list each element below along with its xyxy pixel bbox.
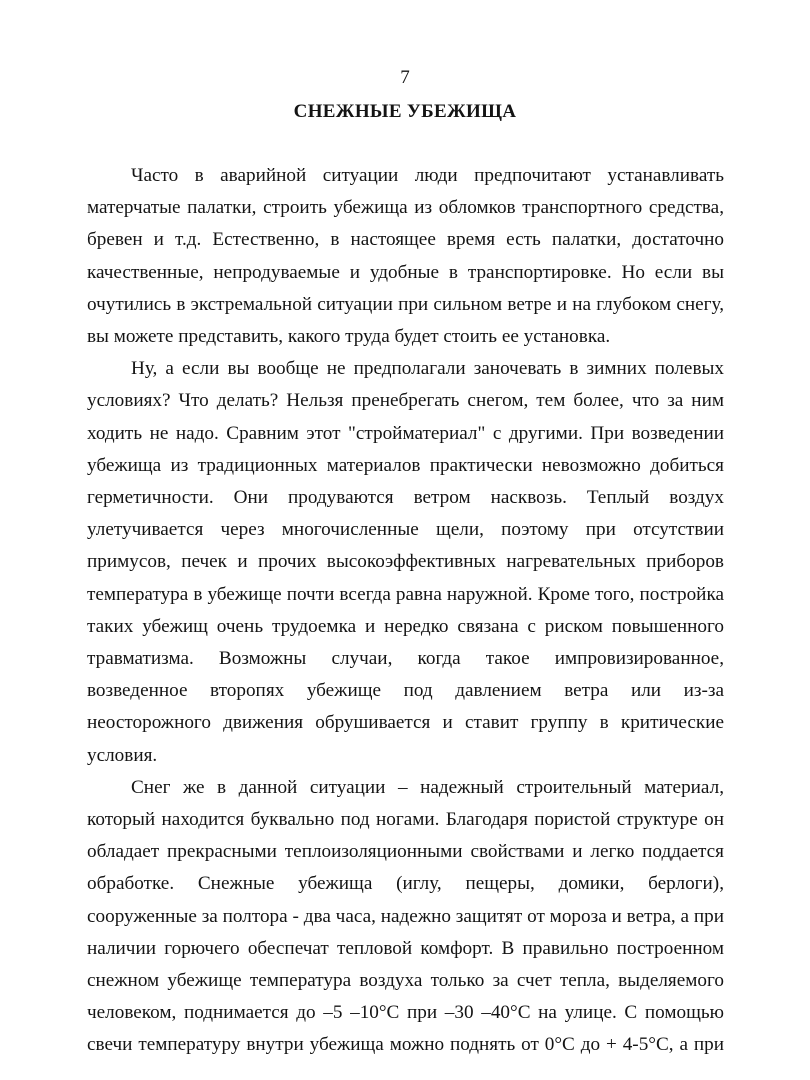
- page-number: 7: [400, 67, 410, 88]
- paragraph-2: Ну, а если вы вообще не предполагали заночевать в зимних полевых условиях? Что делать? Нельзя пренебрегать снегом, тем более, что за ним ходить не надо. Сравним этот "стройматериал" с другими. При возведении убежища из традиционных материалов практически невозможно добиться герметичности. Они продуваются ветром насквозь. Теплый воздух улетучивается через многочисленные щели, поэтому при отсутствии примусов, печек и прочих высокоэффективных нагревательных приборов температура в убежище почти всегда равна наружной. Кроме того, постройка таких убежищ очень трудоемка и нередко связана с риском повышенного травматизма. Возможны случаи, когда такое импровизированное, возведенное второпях убежище под давлением ветра или из-за неосторожного движения обрушивается и ставит группу в критические условия.: [87, 358, 724, 766]
- paragraph-1: Часто в аварийной ситуации люди предпочитают устанавливать матерчатые палатки, строить убежища из обломков транспортного средства, бревен и т.д. Естественно, в настоящее время есть палатки, достаточно качественные, непродуваемые и удобные в транспортировке. Но если вы очутились в экстремальной ситуации при сильном ветре и на глубоком снегу, вы можете представить, какого труда будет стоить ее установка.: [87, 165, 724, 348]
- body-text: [87, 160, 724, 1062]
- chapter-title: СНЕЖНЫЕ УБЕЖИЩА: [293, 101, 517, 122]
- paragraph-3: Снег же в данной ситуации – надежный строительный материал, который находится буквально под ногами. Благодаря пористой структуре он обладает прекрасными теплоизоляционными свойствами и легко поддается обработке. Снежные убежища (иглу, пещеры, домики, берлоги), сооруженные за полтора - два часа, надежно защитят от мороза и ветра, а при наличии горючего обеспечат тепловой комфорт. В правильно построенном снежном убежище температура воздуха только за счет тепла, выделяемого человеком, поднимается до –5 –10°С при –30 –40°С на улице. С помощью свечи температуру внутри убежища можно поднять от 0°С до + 4-5°С, а при: [87, 776, 724, 1056]
